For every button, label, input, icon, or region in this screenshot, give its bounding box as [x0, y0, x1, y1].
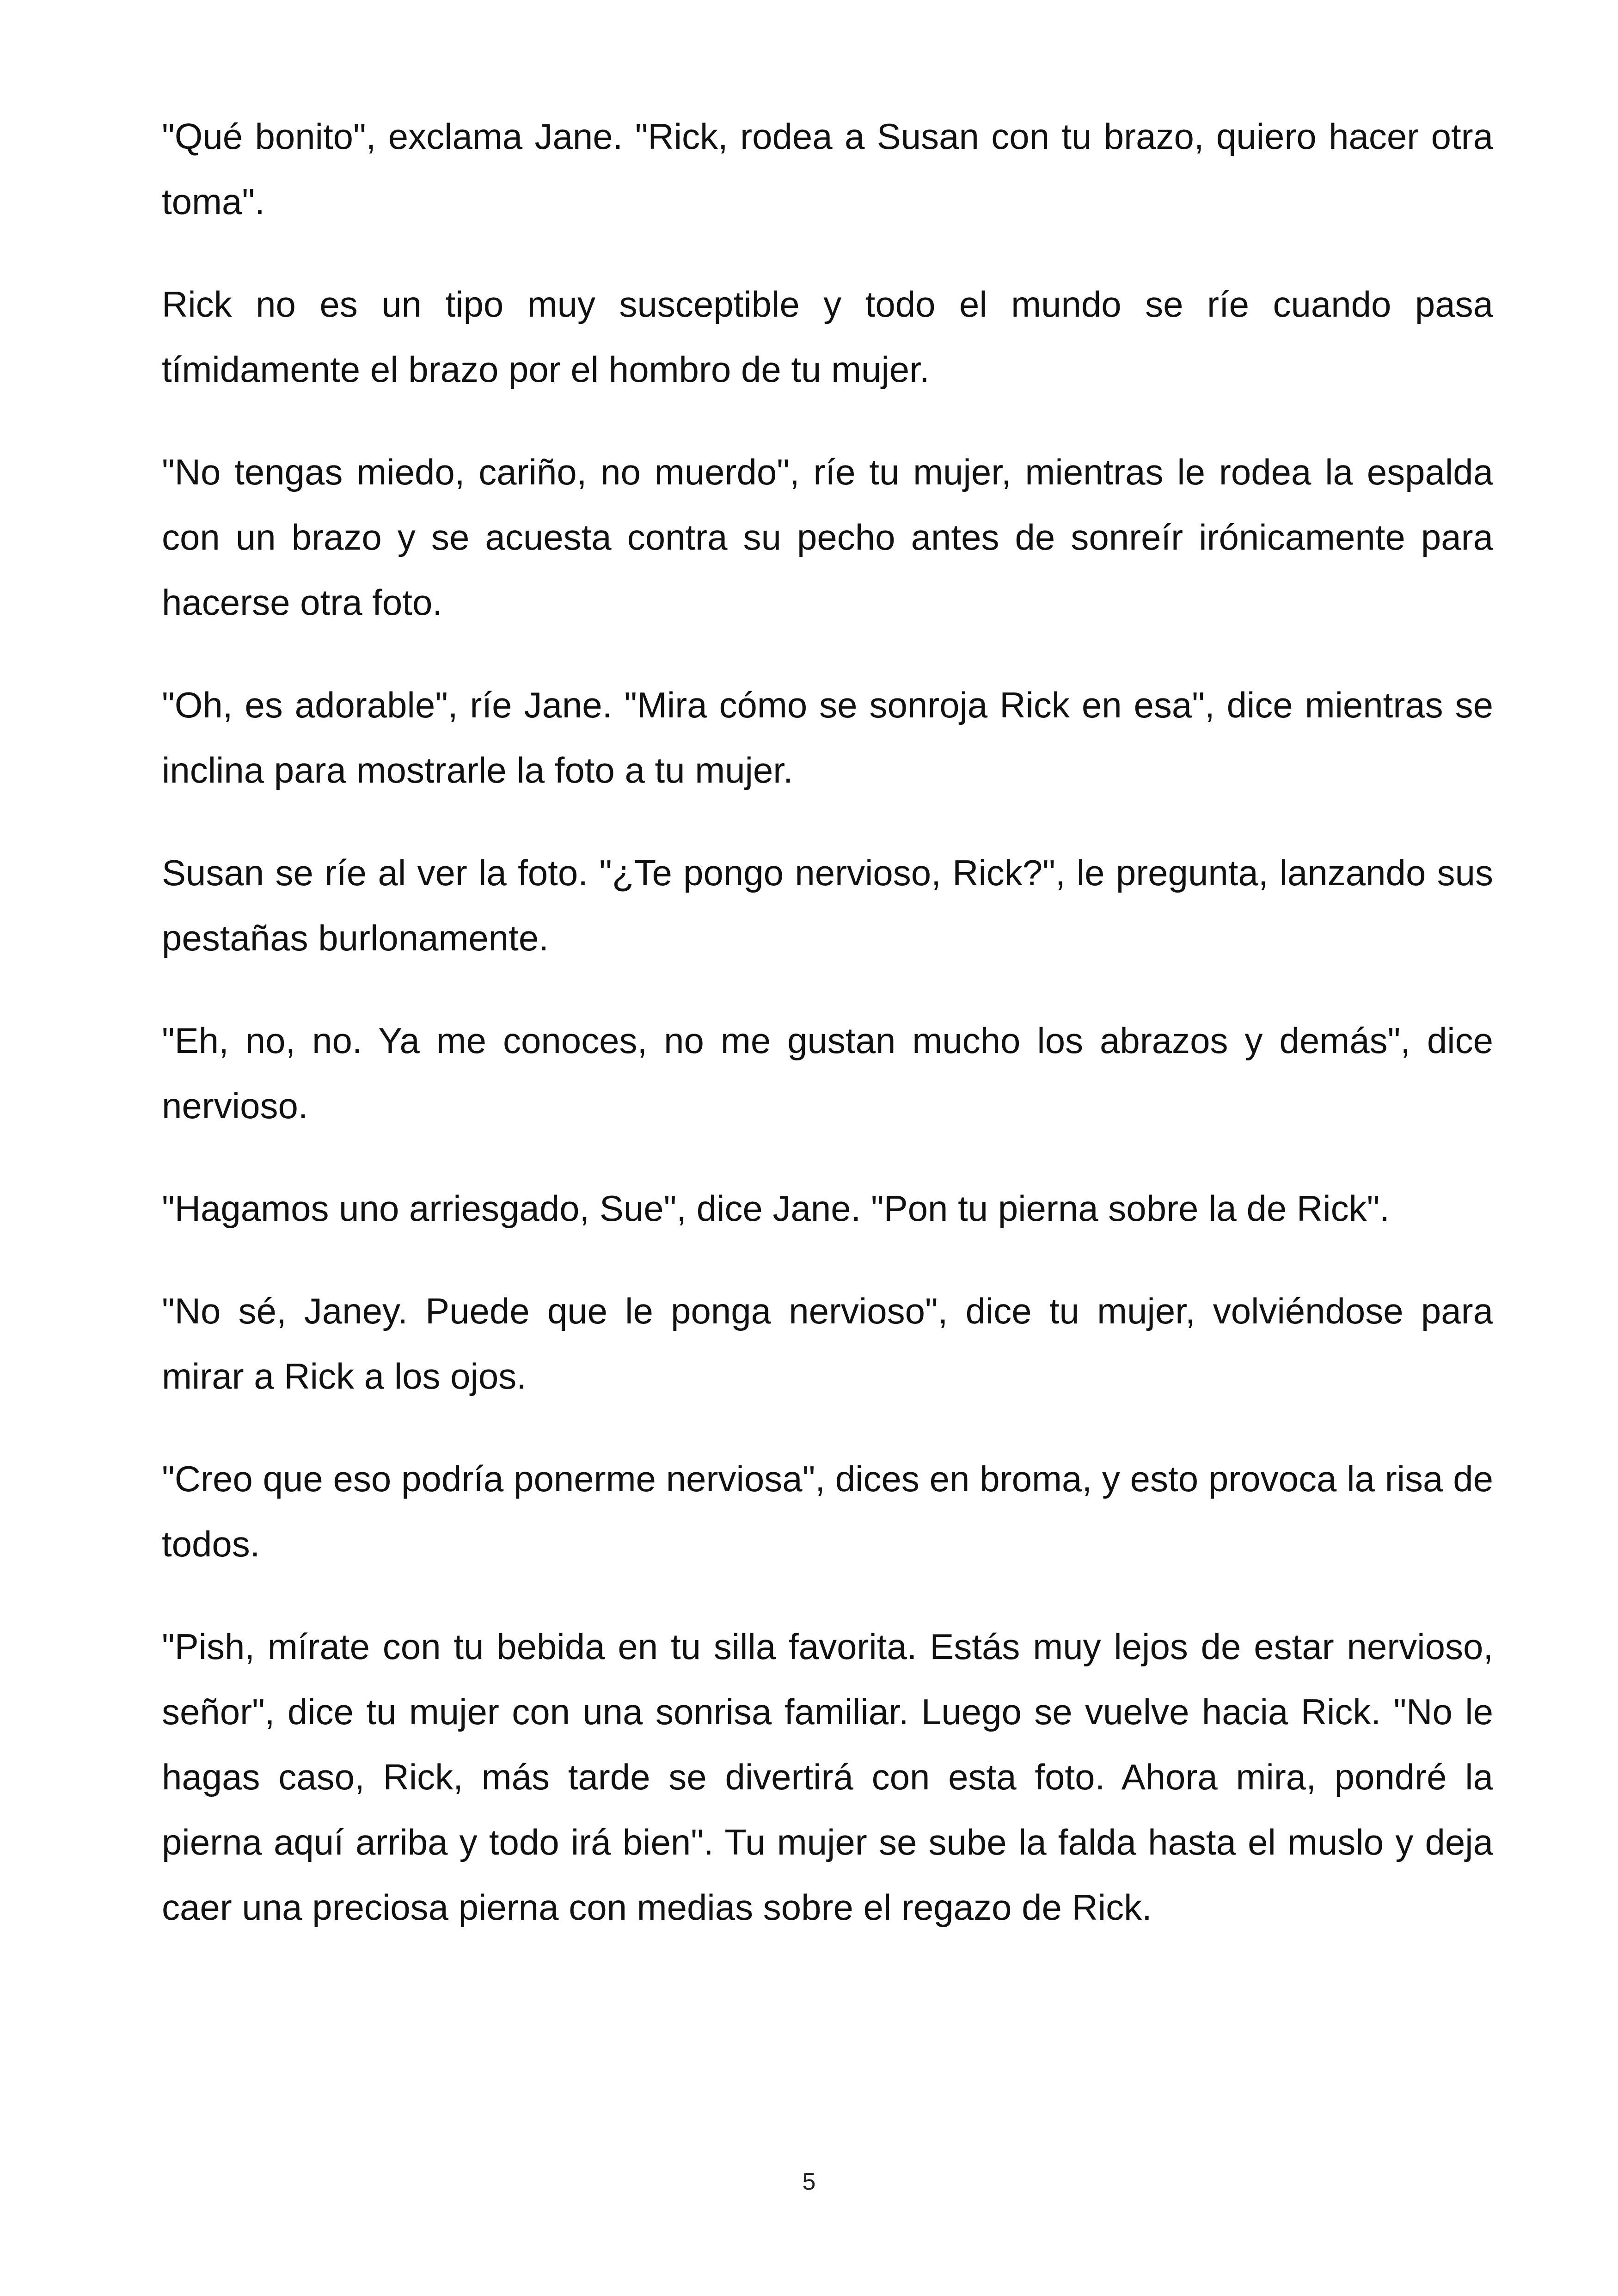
paragraph: "Qué bonito", exclama Jane. "Rick, rodea a Susan con tu brazo, quiero hacer otra toma".: [162, 116, 1493, 222]
page-number: 5: [802, 2168, 816, 2195]
paragraph: "Creo que eso podría ponerme nerviosa", dices en broma, y esto provoca la risa de todos.: [162, 1458, 1493, 1564]
paragraph: "Oh, es adorable", ríe Jane. "Mira cómo se sonroja Rick en esa", dice mientras se inclina para mostrarle la foto a tu mujer.: [162, 685, 1493, 790]
paragraph: "No sé, Janey. Puede que le ponga nervioso", dice tu mujer, volviéndose para mirar a Rick a los ojos.: [162, 1291, 1493, 1396]
paragraph: "No tengas miedo, cariño, no muerdo", ríe tu mujer, mientras le rodea la espalda con un brazo y se acuesta contra su pecho antes de sonreír irónicamente para hacerse otra foto.: [162, 452, 1493, 623]
paragraph: "Hagamos uno arriesgado, Sue", dice Jane. "Pon tu pierna sobre la de Rick".: [162, 1188, 1390, 1229]
paragraph: Susan se ríe al ver la foto. "¿Te pongo nervioso, Rick?", le pregunta, lanzando sus pestañas burlonamente.: [162, 852, 1493, 958]
paragraph: Rick no es un tipo muy susceptible y todo el mundo se ríe cuando pasa tímidamente el brazo por el hombro de tu mujer.: [162, 284, 1493, 390]
paragraph: "Pish, mírate con tu bebida en tu silla favorita. Estás muy lejos de estar nervioso, señor", dice tu mujer con una sonrisa familiar. Luego se vuelve hacia Rick. "No le hagas caso, Rick, más tarde se divertirá con esta foto. Ahora mira, pondré la pierna aquí arriba y todo irá bien". Tu mujer se sube la falda hasta el muslo y deja caer una preciosa pierna con medias sobre el regazo de Rick.: [162, 1626, 1493, 1928]
body-text: [162, 104, 1493, 1978]
paragraph: "Eh, no, no. Ya me conoces, no me gustan mucho los abrazos y demás", dice nervioso.: [162, 1020, 1493, 1126]
